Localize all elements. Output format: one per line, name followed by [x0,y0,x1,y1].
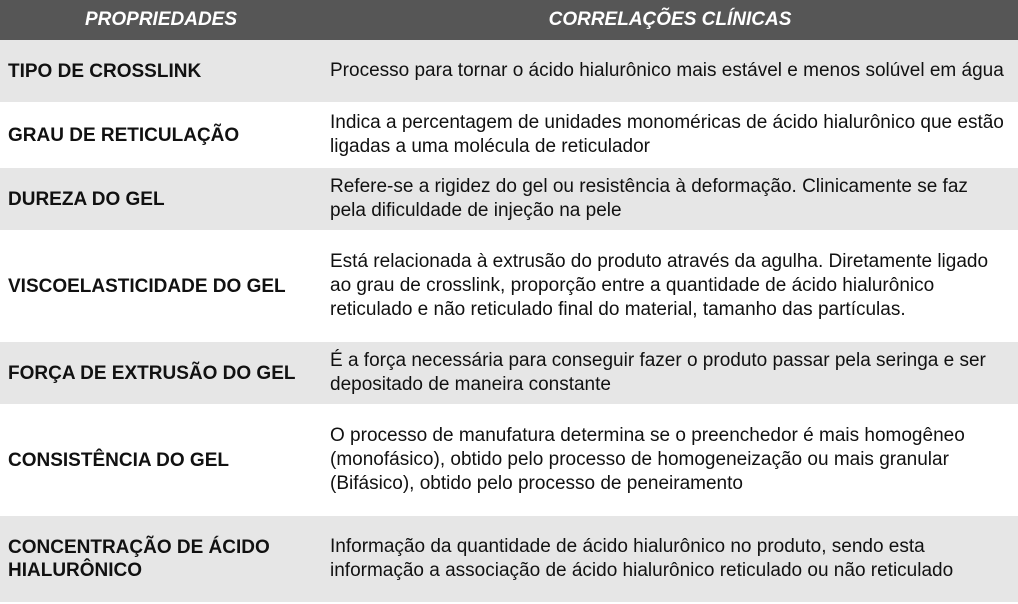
property-cell: GRAU DE RETICULAÇÃO [8,124,240,146]
property-cell: CONCENTRAÇÃO DE ÁCIDO HIALURÔNICO [8,537,270,581]
table-row [0,168,1018,232]
table-row [0,516,1018,604]
header-properties: PROPRIEDADES [84,9,238,30]
correlation-cell: Processo para tornar o ácido hialurônico mais estável e menos solúvel em água [330,60,1004,81]
table-header [0,0,1018,40]
table-row [0,232,1018,342]
table-row [0,40,1018,104]
table-row [0,406,1018,516]
table-row [0,104,1018,168]
header-clinical-correlations: CORRELAÇÕES CLÍNICAS [548,9,792,30]
correlation-cell: Indica a percentagem de unidades monoméricas de ácido hialurônico que estão ligadas a uma molécula de reticulador [330,112,1004,157]
property-cell: DUREZA DO GEL [8,188,165,210]
correlation-cell: É a força necessária para conseguir fazer o produto passar pela seringa e ser depositado de maneira constante [330,350,986,395]
correlation-cell: O processo de manufatura determina se o preenchedor é mais homogêneo (monofásico), obtido pelo processo de homogeneização ou mais granular (Bifásico), obtido pelo processo de peneiramento [330,425,965,494]
correlation-cell: Refere-se a rigidez do gel ou resistência à deformação. Clinicamente se faz pela dificuldade de injeção na pele [330,176,968,221]
correlation-cell: Está relacionada à extrusão do produto através da agulha. Diretamente ligado ao grau de crosslink, proporção entre a quantidade de ácido hialurônico reticulado e não reticulado final do material, tamanho das partículas. [330,251,989,320]
property-cell: VISCOELASTICIDADE DO GEL [8,275,286,297]
property-cell: TIPO DE CROSSLINK [8,60,202,82]
table-row [0,342,1018,406]
correlation-cell: Informação da quantidade de ácido hialurônico no produto, sendo esta informação a associação de ácido hialurônico reticulado ou não reticulado [330,536,954,581]
property-cell: CONSISTÊNCIA DO GEL [8,449,229,471]
property-cell: FORÇA DE EXTRUSÃO DO GEL [8,362,296,384]
